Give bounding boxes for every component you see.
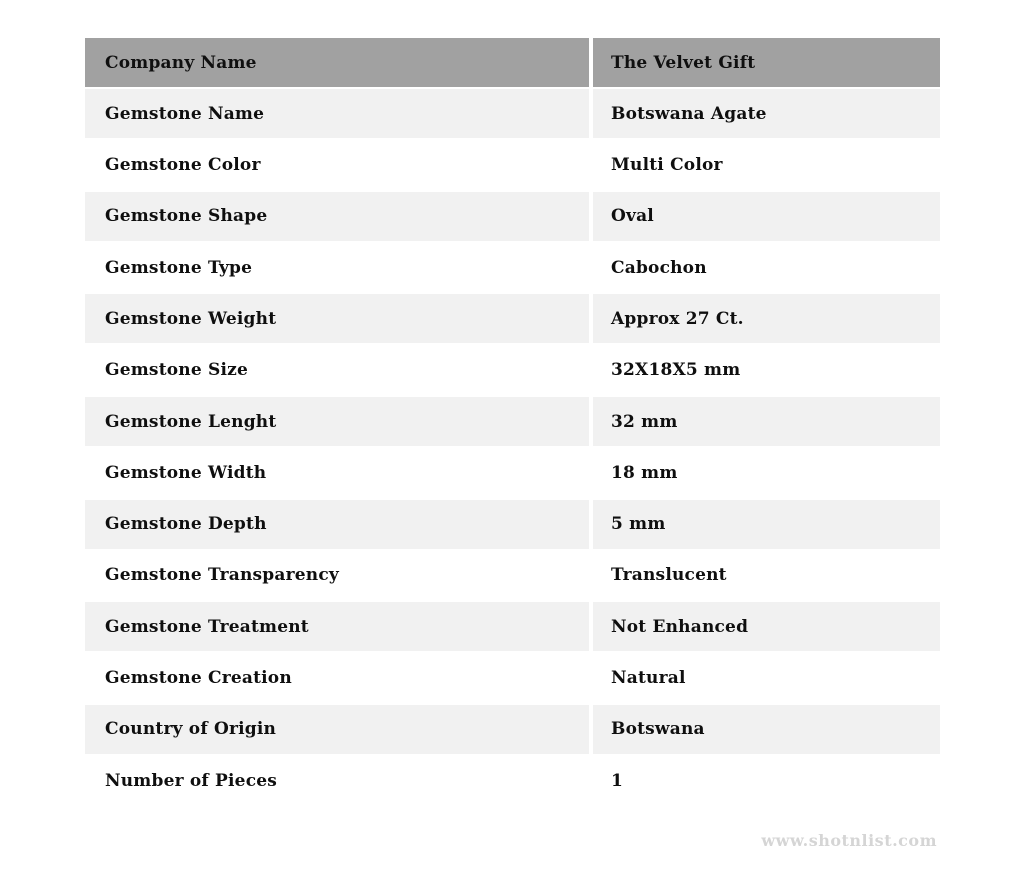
row-value-cell: 32 mm <box>593 397 940 446</box>
table-row <box>85 89 940 138</box>
site-watermark: www.shotnlist.com <box>761 831 937 850</box>
gemstone-spec-table <box>85 38 940 807</box>
row-value-cell: Cabochon <box>593 243 940 292</box>
row-value-cell: 32X18X5 mm <box>593 346 940 395</box>
row-label-cell: Gemstone Creation <box>85 654 589 703</box>
row-label-cell: Number of Pieces <box>85 756 589 805</box>
table-row <box>85 654 940 703</box>
row-value-cell: Translucent <box>593 551 940 600</box>
row-label-cell: Gemstone Weight <box>85 294 589 343</box>
table-row <box>85 500 940 549</box>
row-label-cell: Country of Origin <box>85 705 589 754</box>
table-row <box>85 602 940 651</box>
table-row <box>85 243 940 292</box>
row-value-cell: Botswana Agate <box>593 89 940 138</box>
row-label-cell: Gemstone Size <box>85 346 589 395</box>
row-value-cell: Oval <box>593 192 940 241</box>
row-value-cell: Approx 27 Ct. <box>593 294 940 343</box>
header-value-cell: The Velvet Gift <box>593 38 940 87</box>
table-row <box>85 294 940 343</box>
row-label-cell: Gemstone Width <box>85 448 589 497</box>
row-label-cell: Gemstone Treatment <box>85 602 589 651</box>
table-row <box>85 192 940 241</box>
row-value-cell: Not Enhanced <box>593 602 940 651</box>
table-header-row <box>85 38 940 87</box>
table-row <box>85 705 940 754</box>
row-value-cell: Multi Color <box>593 141 940 190</box>
header-label-cell: Company Name <box>85 38 589 87</box>
row-value-cell: 18 mm <box>593 448 940 497</box>
row-label-cell: Gemstone Depth <box>85 500 589 549</box>
row-value-cell: Natural <box>593 654 940 703</box>
row-label-cell: Gemstone Lenght <box>85 397 589 446</box>
table-row <box>85 141 940 190</box>
table-row <box>85 756 940 805</box>
table-row <box>85 397 940 446</box>
table-row <box>85 551 940 600</box>
row-value-cell: Botswana <box>593 705 940 754</box>
row-value-cell: 1 <box>593 756 940 805</box>
row-label-cell: Gemstone Type <box>85 243 589 292</box>
row-value-cell: 5 mm <box>593 500 940 549</box>
row-label-cell: Gemstone Shape <box>85 192 589 241</box>
row-label-cell: Gemstone Transparency <box>85 551 589 600</box>
table-row <box>85 448 940 497</box>
table-row <box>85 346 940 395</box>
row-label-cell: Gemstone Color <box>85 141 589 190</box>
row-label-cell: Gemstone Name <box>85 89 589 138</box>
